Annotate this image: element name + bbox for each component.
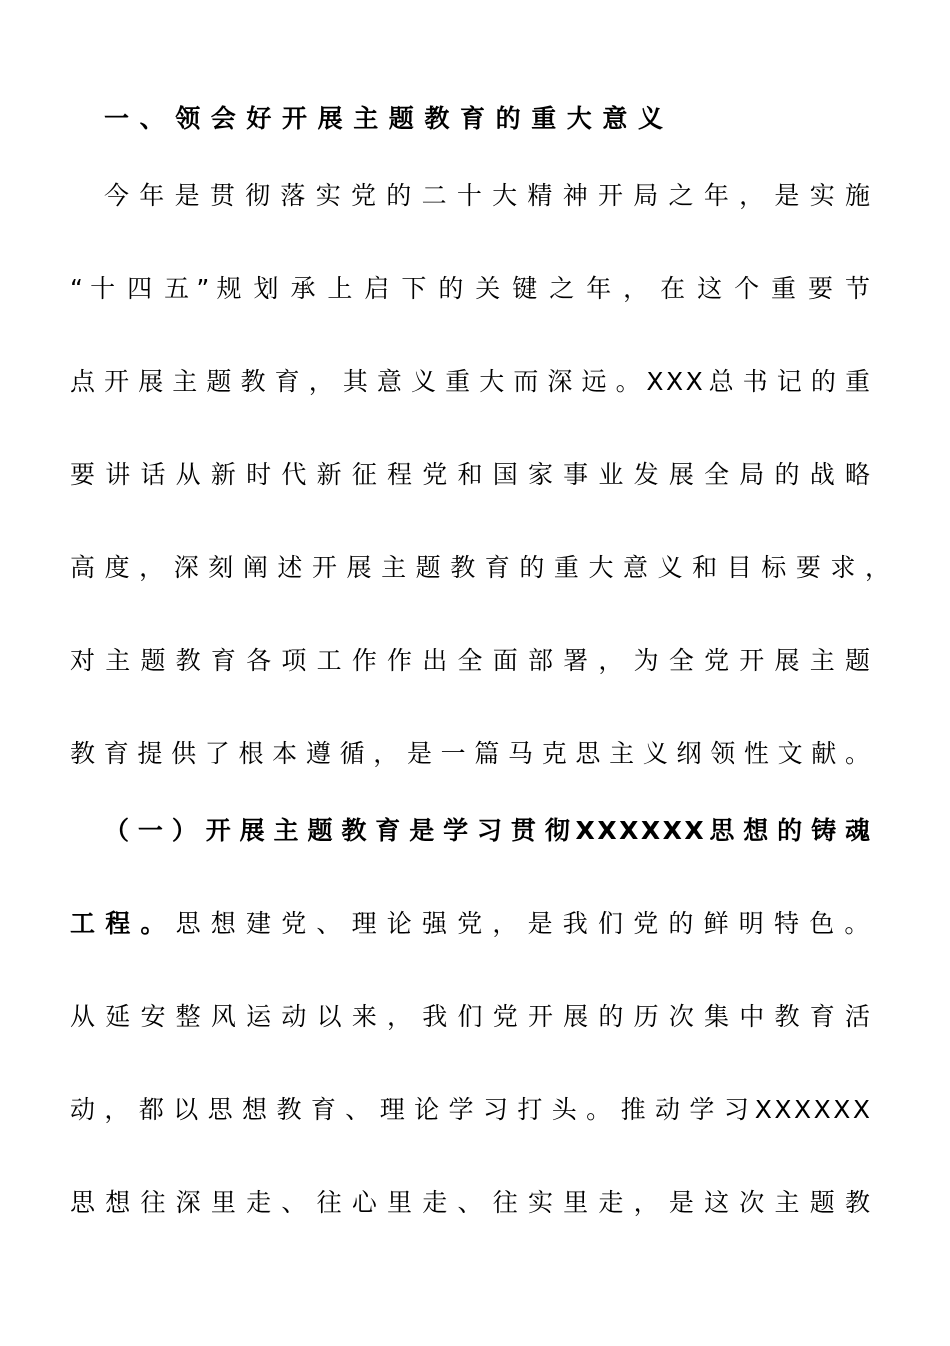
paragraph-line: 教 育 提 供 了 根 本 遵 循 ， 是 一 篇 马 克 思 主 义 纲 领 性 文 献 。 (70, 739, 870, 768)
subsection-title-continued (70, 904, 880, 944)
paragraph-line: 对 主 题 教 育 各 项 工 作 作 出 全 面 部 署 ， 为 全 党 开 展 主 题 (70, 646, 870, 675)
paragraph-line: 点 开 展 主 题 教 育 ， 其 意 义 重 大 而 深 远 。 X X X 总 书 记 的 重 (70, 367, 870, 396)
paragraph-line: 思 想 往 深 里 走 、 往 心 里 走 、 往 实 里 走 ， 是 这 次 主 题 教 (70, 1188, 870, 1217)
paragraph-line: 今 年 是 贯 彻 落 实 党 的 二 十 大 精 神 开 局 之 年 ， 是 实 施 (104, 181, 870, 210)
paragraph-line: “ 十 四 五 ” 规 划 承 上 启 下 的 关 键 之 年 ， 在 这 个 重 要 节 (70, 274, 870, 303)
subsection-lead-sentence: 思想建党、理论强党，是我们党的鲜明特色。 (175, 909, 880, 938)
paragraph-line: 动 ， 都 以 思 想 教 育 、 理 论 学 习 打 头 。 推 动 学 习 X X X X X X (70, 1095, 870, 1124)
section-heading: 一、领会好开展主题教育的重大意义 (104, 104, 674, 133)
paragraph-line: 高 度 ， 深 刻 阐 述 开 展 主 题 教 育 的 重 大 意 义 和 目 标 要 求 ， (70, 553, 890, 582)
subsection-title-end: 工程。 (70, 909, 176, 938)
paragraph-line: 要 讲 话 从 新 时 代 新 征 程 党 和 国 家 事 业 发 展 全 局 的 战 略 (70, 460, 870, 489)
subsection-title: （ 一 ） 开 展 主 题 教 育 是 学 习 贯 彻 X X X X X X 思 想 的 铸 魂 (104, 816, 870, 845)
paragraph-line: 从 延 安 整 风 运 动 以 来 ， 我 们 党 开 展 的 历 次 集 中 教 育 活 (70, 1002, 870, 1031)
